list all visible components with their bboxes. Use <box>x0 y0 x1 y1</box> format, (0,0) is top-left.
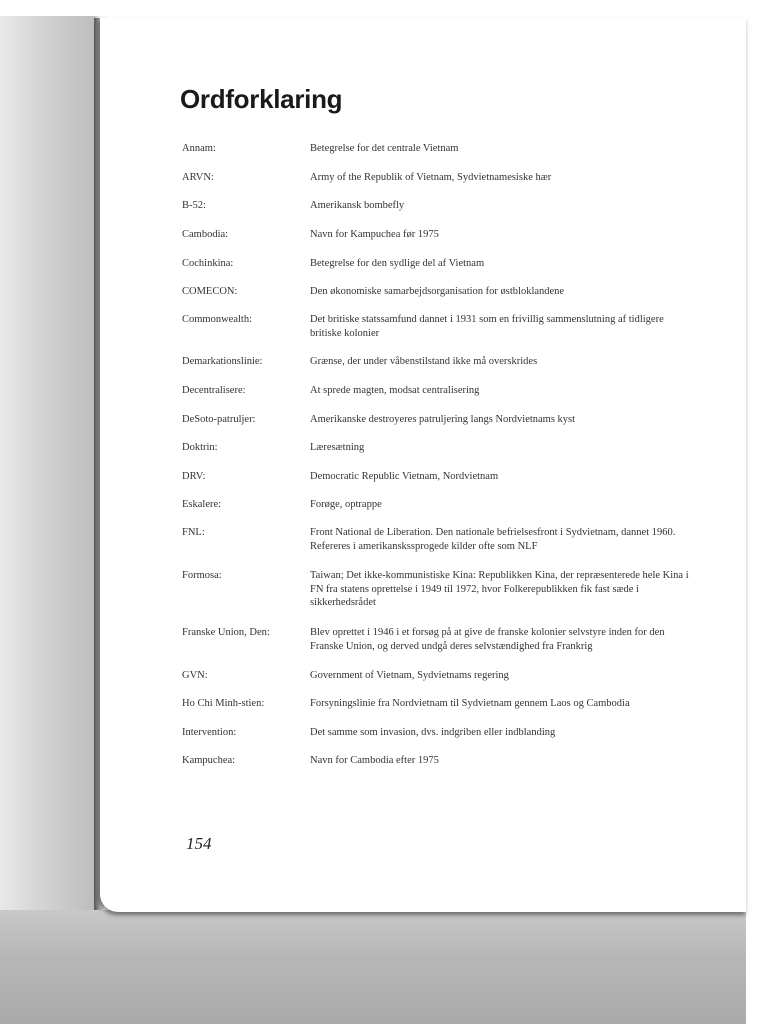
glossary-term: DeSoto-patruljer: <box>182 414 256 425</box>
glossary-term: Cambodia: <box>182 229 229 240</box>
page-title: Ordforklaring <box>180 84 343 114</box>
glossary-definition: Army of the Republik of Vietnam, Sydvietnamesiske hær <box>310 172 552 183</box>
glossary-definition: Den økonomiske samarbejdsorganisation for østbloklandene <box>310 286 565 297</box>
glossary-term: ARVN: <box>182 172 214 183</box>
glossary-term: B-52: <box>182 200 206 211</box>
glossary-definition: Amerikanske destroyeres patruljering langs Nordvietnams kyst <box>310 414 576 425</box>
glossary-definition: Amerikansk bombefly <box>310 200 405 211</box>
glossary-definition: Democratic Republic Vietnam, Nordvietnam <box>310 471 499 482</box>
glossary-term: Ho Chi Minh-stien: <box>182 698 265 709</box>
glossary-term: Formosa: <box>182 570 222 581</box>
glossary-definition: Det samme som invasion, dvs. indgriben eller indblanding <box>310 727 556 738</box>
glossary-term: Commonwealth: <box>182 314 252 325</box>
scan-bottom-shadow <box>0 910 768 1024</box>
glossary-term: COMECON: <box>182 286 238 297</box>
glossary-definition: Forøge, optrappe <box>310 499 382 510</box>
scan-right-margin <box>746 0 768 1024</box>
glossary-term: Decentralisere: <box>182 385 246 396</box>
glossary-term: Annam: <box>182 143 216 154</box>
glossary-definition: Det britiske statssamfund dannet i 1931 som en frivillig sammenslutning af tidligere britiske kolonier <box>310 314 664 339</box>
glossary-term: Eskalere: <box>182 499 222 510</box>
glossary-definition: Betegrelse for den sydlige del af Vietnam <box>310 258 485 269</box>
glossary-definition: Betegrelse for det centrale Vietnam <box>310 143 459 154</box>
glossary-definition: Navn for Kampuchea før 1975 <box>310 229 439 240</box>
scan-top-margin <box>0 0 768 16</box>
glossary-term: Franske Union, Den: <box>182 627 270 638</box>
glossary-definition: Læresætning <box>310 442 365 453</box>
page-number: 154 <box>186 834 212 853</box>
glossary-definition: Taiwan; Det ikke-kommunistiske Kina: Republikken Kina, der repræsenterede hele Kina i FN fra statens oprettelse i 1949 til 1972, hvor Folkerepublikken fik fast sæde i sikkerhedsrådet <box>310 570 689 608</box>
glossary-term: Demarkationslinie: <box>182 356 263 367</box>
glossary-definition: Forsyningslinie fra Nordvietnam til Sydvietnam gennem Laos og Cambodia <box>310 698 630 709</box>
glossary-term: Cochinkina: <box>182 258 234 269</box>
glossary-definition: Blev oprettet i 1946 i et forsøg på at give de franske kolonier selvstyre inden for den Franske Union, og derved undgå deres selvstændighed fra Frankrig <box>310 627 665 652</box>
glossary-term: FNL: <box>182 527 205 538</box>
glossary-term: Doktrin: <box>182 442 218 453</box>
glossary-term: Kampuchea: <box>182 755 236 766</box>
glossary-term: GVN: <box>182 670 208 681</box>
glossary-definition: Government of Vietnam, Sydvietnams regering <box>310 670 509 681</box>
glossary-definition: Navn for Cambodia efter 1975 <box>310 755 439 766</box>
glossary-term: Intervention: <box>182 727 237 738</box>
glossary-definition: Front National de Liberation. Den nationale befrielsesfront i Sydvietnam, dannet 1960. Refereres i amerikanskssprogede kilder ofte som NLF <box>310 527 676 552</box>
glossary-definition: Grænse, der under våbenstilstand ikke må overskrides <box>310 356 538 367</box>
glossary-term: DRV: <box>182 471 206 482</box>
glossary-definition: At sprede magten, modsat centralisering <box>310 385 480 396</box>
